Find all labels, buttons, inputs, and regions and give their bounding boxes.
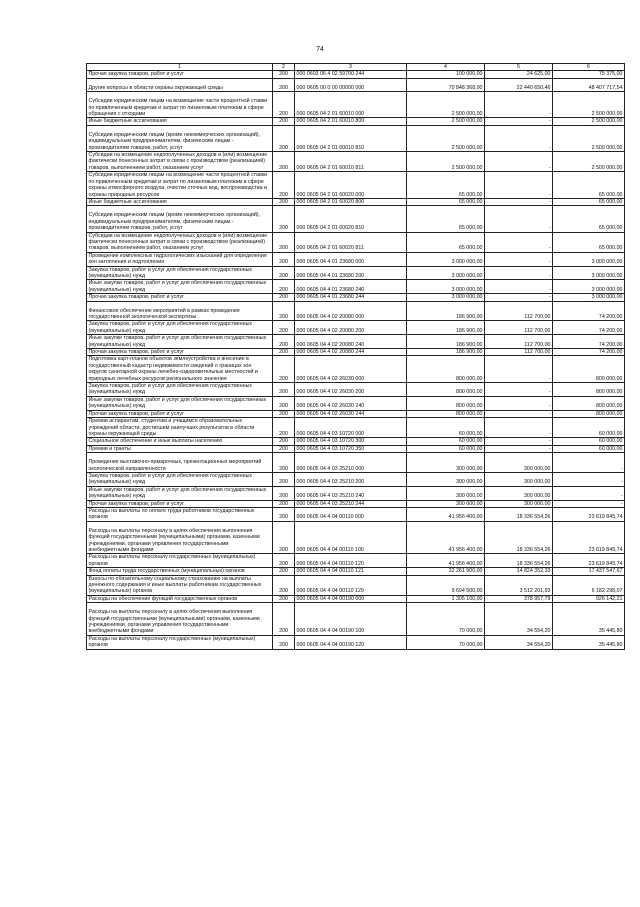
row-executed-amount: -: [485, 266, 553, 280]
row-remaining-amount: 926 142,21: [553, 595, 625, 602]
row-name: Другие вопросы в области охраны окружающей среды: [87, 78, 273, 91]
row-remaining-amount: -: [553, 486, 625, 500]
row-name: Субсидии на возмещение недополученных доходов и (или) возмещение фактически понесенных затрат в связи с производством (реализацией) товаров, выполнением работ, оказанием услуг: [87, 232, 273, 252]
row-approved-amount: 800 000,00: [407, 383, 485, 397]
row-approved-amount: 2 500 000,00: [407, 125, 485, 151]
row-executed-amount: 22 440 650,46: [485, 78, 553, 91]
row-name: Иные закупки товаров, работ и услуг для обеспечения государственных (муниципальных) нужд: [87, 335, 273, 349]
row-line-code: 200: [273, 252, 295, 266]
row-budget-code: 000 0605 04 4 03 25210 240: [295, 486, 407, 500]
row-remaining-amount: -: [553, 472, 625, 486]
table-row: [87, 172, 625, 199]
row-budget-code: 000 0605 04 4 02 20080 240: [295, 335, 407, 349]
row-remaining-amount: 800 000,00: [553, 396, 625, 410]
row-name: Расходы на выплаты по оплате труда работников государственных органов: [87, 507, 273, 521]
row-line-code: 200: [273, 521, 295, 554]
row-budget-code: 000 0603 06 4 02 59700 244: [295, 71, 407, 78]
row-budget-code: 000 0605 04 4 04 00190 100: [295, 603, 407, 636]
row-line-code: 200: [273, 172, 295, 199]
row-name: Прочая закупка товаров, работ и услуг: [87, 410, 273, 417]
row-executed-amount: -: [485, 383, 553, 397]
header-col-4: 4: [407, 64, 485, 71]
row-approved-amount: 1 305 100,00: [407, 595, 485, 602]
table-row: [87, 92, 625, 118]
row-line-code: 200: [273, 198, 295, 205]
row-executed-amount: 112 700,00: [485, 301, 553, 321]
row-remaining-amount: 23 619 845,74: [553, 507, 625, 521]
row-line-code: 200: [273, 301, 295, 321]
row-remaining-amount: 35 445,80: [553, 603, 625, 636]
row-name: Премии и гранты: [87, 445, 273, 452]
row-name: Проведение комплексных гидрологических изысканий для определения зон затопления и подтопления: [87, 252, 273, 266]
row-remaining-amount: 74 200,00: [553, 349, 625, 356]
row-executed-amount: -: [485, 410, 553, 417]
row-remaining-amount: 800 000,00: [553, 410, 625, 417]
row-line-code: 200: [273, 125, 295, 151]
table-row: [87, 418, 625, 438]
table-row: [87, 507, 625, 521]
row-approved-amount: 2 500 000,00: [407, 92, 485, 118]
row-approved-amount: 41 956 400,00: [407, 521, 485, 554]
row-approved-amount: 300 000,00: [407, 472, 485, 486]
row-line-code: 200: [273, 92, 295, 118]
table-row: [87, 383, 625, 397]
row-approved-amount: 60 000,00: [407, 418, 485, 438]
row-executed-amount: 3 512 201,93: [485, 575, 553, 595]
row-executed-amount: -: [485, 356, 553, 383]
row-budget-code: 000 0605 04 4 02 20080 000: [295, 301, 407, 321]
row-budget-code: 000 0605 04 4 04 00190 120: [295, 635, 407, 649]
row-remaining-amount: 74 200,00: [553, 301, 625, 321]
row-executed-amount: -: [485, 252, 553, 266]
table-row: [87, 252, 625, 266]
row-remaining-amount: 23 619 845,74: [553, 521, 625, 554]
row-executed-amount: 300 000,00: [485, 472, 553, 486]
table-row: [87, 521, 625, 554]
row-budget-code: 000 0605 04 2 01 60010 811: [295, 152, 407, 172]
row-name: Расходы на выплаты персоналу в целях обеспечения выполнения функций государственными (муниципальными) органами, казенными учреждениями, органами управления государственными внебюджетными фондами: [87, 521, 273, 554]
row-line-code: 200: [273, 78, 295, 91]
table-row: [87, 301, 625, 321]
row-name: Иные закупки товаров, работ и услуг для обеспечения государственных (муниципальных) нужд: [87, 280, 273, 294]
header-col-3: 3: [295, 64, 407, 71]
table-row: [87, 152, 625, 172]
row-executed-amount: -: [485, 198, 553, 205]
row-name: Финансовое обеспечение мероприятий в рамках проведения государственной экологической экспертизы: [87, 301, 273, 321]
row-name: Расходы на выплаты персоналу государственных (муниципальных) органов: [87, 554, 273, 568]
row-executed-amount: -: [485, 438, 553, 445]
row-budget-code: 000 0605 04 4 03 25210 000: [295, 453, 407, 473]
row-budget-code: 000 0605 04 4 02 20080 200: [295, 321, 407, 335]
row-remaining-amount: 6 182 298,07: [553, 575, 625, 595]
row-name: Фонд оплаты труда государственных (муниципальных) органов: [87, 568, 273, 575]
row-remaining-amount: 3 000 000,00: [553, 294, 625, 301]
row-line-code: 200: [273, 445, 295, 452]
row-approved-amount: 800 000,00: [407, 410, 485, 417]
row-remaining-amount: 800 000,00: [553, 383, 625, 397]
row-approved-amount: 65 000,00: [407, 206, 485, 232]
row-approved-amount: 186 900,00: [407, 349, 485, 356]
row-budget-code: 000 0605 04 2 01 60010 000: [295, 92, 407, 118]
row-line-code: 200: [273, 266, 295, 280]
row-budget-code: 000 0605 04 4 04 00110 120: [295, 554, 407, 568]
row-name: Субсидии юридическим лицам (кроме некоммерческих организаций), индивидуальным предпринимателям, физическим лицам - производителям товаров, работ, услуг: [87, 206, 273, 232]
header-col-6: 6: [553, 64, 625, 71]
row-remaining-amount: 75 375,00: [553, 71, 625, 78]
row-budget-code: 000 0605 04 4 03 25210 200: [295, 472, 407, 486]
row-budget-code: 000 0605 04 4 02 26030 240: [295, 396, 407, 410]
table-row: [87, 206, 625, 232]
row-budget-code: 000 0605 04 4 01 23680 240: [295, 280, 407, 294]
table-row: [87, 554, 625, 568]
row-executed-amount: -: [485, 152, 553, 172]
table-row: [87, 266, 625, 280]
row-executed-amount: -: [485, 294, 553, 301]
row-name: Прочая закупка товаров, работ и услуг: [87, 349, 273, 356]
row-line-code: 200: [273, 438, 295, 445]
row-line-code: 200: [273, 500, 295, 507]
row-name: Премии аспирантам, студентам и учащимся образовательных учреждений области, достигшим наилучших результатов в области охраны окружающей среды: [87, 418, 273, 438]
row-name: Прочая закупка товаров, работ и услуг: [87, 500, 273, 507]
row-approved-amount: 186 900,00: [407, 321, 485, 335]
row-remaining-amount: 65 000,00: [553, 232, 625, 252]
table-body: [87, 71, 625, 649]
header-col-1: 1: [87, 64, 273, 71]
row-remaining-amount: 2 500 000,00: [553, 118, 625, 125]
header-col-5: 5: [485, 64, 553, 71]
row-name: Закупка товаров, работ и услуг для обеспечения государственных (муниципальных) нужд: [87, 321, 273, 335]
row-approved-amount: 32 261 900,00: [407, 568, 485, 575]
row-approved-amount: 41 956 400,00: [407, 507, 485, 521]
row-remaining-amount: 60 000,00: [553, 445, 625, 452]
row-budget-code: 000 0605 04 2 01 60020 810: [295, 206, 407, 232]
row-budget-code: 000 0605 04 2 01 60020 000: [295, 172, 407, 199]
header-row: [87, 64, 625, 71]
row-approved-amount: 3 000 000,00: [407, 252, 485, 266]
row-line-code: 200: [273, 635, 295, 649]
row-executed-amount: -: [485, 418, 553, 438]
row-approved-amount: 65 000,00: [407, 172, 485, 199]
row-approved-amount: 65 000,00: [407, 198, 485, 205]
table-row: [87, 356, 625, 383]
table-row: [87, 568, 625, 575]
row-name: Прочая закупка товаров, работ и услуг: [87, 294, 273, 301]
row-line-code: 200: [273, 294, 295, 301]
row-line-code: 200: [273, 568, 295, 575]
row-name: Расходы на обеспечение функций государственных органов: [87, 595, 273, 602]
table-row: [87, 232, 625, 252]
row-budget-code: 000 0605 04 4 02 26030 000: [295, 356, 407, 383]
row-approved-amount: 70 000,00: [407, 635, 485, 649]
table-row: [87, 335, 625, 349]
row-name: Субсидии юридическим лицам на возмещение части процентной ставки по привлеченным кредитам и затрат по лизинговым платежам в сфере охраны атмосферного воздуха, очистки сточных вод, воспроизводства и охраны природных ресурсов: [87, 172, 273, 199]
row-executed-amount: -: [485, 118, 553, 125]
row-approved-amount: 60 000,00: [407, 445, 485, 452]
row-budget-code: 000 0605 04 4 01 23680 000: [295, 252, 407, 266]
row-line-code: 200: [273, 335, 295, 349]
row-approved-amount: 9 694 500,00: [407, 575, 485, 595]
row-name: Иные закупки товаров, работ и услуг для обеспечения государственных (муниципальных) нужд: [87, 486, 273, 500]
row-remaining-amount: 60 000,00: [553, 418, 625, 438]
table-row: [87, 125, 625, 151]
row-executed-amount: -: [485, 232, 553, 252]
table-row: [87, 198, 625, 205]
row-remaining-amount: 2 500 000,00: [553, 92, 625, 118]
row-budget-code: 000 0605 04 4 02 26030 244: [295, 410, 407, 417]
row-line-code: 200: [273, 71, 295, 78]
row-remaining-amount: 800 000,00: [553, 356, 625, 383]
row-executed-amount: 300 000,00: [485, 500, 553, 507]
row-line-code: 200: [273, 453, 295, 473]
row-name: Расходы на выплаты персоналу государственных (муниципальных) органов: [87, 635, 273, 649]
row-budget-code: 000 0605 04 4 04 00110 121: [295, 568, 407, 575]
table-row: [87, 321, 625, 335]
row-name: Прочая закупка товаров, работ и услуг: [87, 71, 273, 78]
row-remaining-amount: 74 200,00: [553, 321, 625, 335]
row-line-code: 200: [273, 575, 295, 595]
row-name: Субсидии на возмещение недополученных доходов и (или) возмещение фактически понесенных затрат в связи с производством (реализацией) товаров, выполнением работ, оказанием услуг: [87, 152, 273, 172]
row-budget-code: 000 0605 04 2 01 60010 800: [295, 118, 407, 125]
row-name: Иные бюджетные ассигнования: [87, 198, 273, 205]
row-budget-code: 000 0605 04 4 04 00110 100: [295, 521, 407, 554]
row-executed-amount: 34 554,20: [485, 635, 553, 649]
row-budget-code: 000 0605 04 4 02 20080 244: [295, 349, 407, 356]
row-executed-amount: 14 824 352,33: [485, 568, 553, 575]
row-name: Субсидии юридическим лицам (кроме некоммерческих организаций), индивидуальным предпринимателям, физическим лицам - производителям товаров, работ, услуг: [87, 125, 273, 151]
row-budget-code: 000 0605 04 4 04 00110 129: [295, 575, 407, 595]
row-remaining-amount: 3 000 000,00: [553, 280, 625, 294]
row-executed-amount: 34 554,20: [485, 603, 553, 636]
row-executed-amount: 112 700,00: [485, 321, 553, 335]
row-remaining-amount: 23 619 845,74: [553, 554, 625, 568]
row-line-code: 200: [273, 396, 295, 410]
row-executed-amount: -: [485, 396, 553, 410]
table-header: [87, 64, 625, 71]
row-approved-amount: 300 000,00: [407, 500, 485, 507]
table-row: [87, 575, 625, 595]
table-row: [87, 118, 625, 125]
row-name: Закупка товаров, работ и услуг для обеспечения государственных (муниципальных) нужд: [87, 472, 273, 486]
row-remaining-amount: 35 445,80: [553, 635, 625, 649]
row-line-code: 200: [273, 383, 295, 397]
row-budget-code: 000 0605 04 4 01 23680 200: [295, 266, 407, 280]
row-line-code: 200: [273, 595, 295, 602]
row-approved-amount: 65 000,00: [407, 232, 485, 252]
row-executed-amount: -: [485, 206, 553, 232]
row-remaining-amount: 3 000 000,00: [553, 266, 625, 280]
row-approved-amount: 186 900,00: [407, 335, 485, 349]
row-line-code: 200: [273, 486, 295, 500]
row-approved-amount: 800 000,00: [407, 356, 485, 383]
row-remaining-amount: 65 000,00: [553, 172, 625, 199]
row-executed-amount: 112 700,00: [485, 349, 553, 356]
table-row: [87, 635, 625, 649]
row-approved-amount: 60 000,00: [407, 438, 485, 445]
row-remaining-amount: 2 500 000,00: [553, 152, 625, 172]
row-budget-code: 000 0605 04 4 01 23680 244: [295, 294, 407, 301]
table-row: [87, 603, 625, 636]
row-budget-code: 000 0605 04 4 02 26030 200: [295, 383, 407, 397]
table-row: [87, 294, 625, 301]
row-remaining-amount: 60 000,00: [553, 438, 625, 445]
table-row: [87, 472, 625, 486]
row-executed-amount: 378 957,79: [485, 595, 553, 602]
row-approved-amount: 100 000,00: [407, 71, 485, 78]
row-budget-code: 000 0605 04 4 04 00110 000: [295, 507, 407, 521]
row-budget-code: 000 0605 04 2 01 60020 800: [295, 198, 407, 205]
table-row: [87, 349, 625, 356]
row-remaining-amount: 3 000 000,00: [553, 252, 625, 266]
budget-table: [86, 63, 625, 650]
row-name: Субсидии юридическим лицам на возмещение части процентной ставки по привлеченным кредитам и затрат по лизинговым платежам в сфере обращения с отходами: [87, 92, 273, 118]
row-approved-amount: 300 000,00: [407, 453, 485, 473]
row-budget-code: 000 0605 04 4 04 00190 000: [295, 595, 407, 602]
row-name: Иные бюджетные ассигнования: [87, 118, 273, 125]
row-executed-amount: 18 336 554,26: [485, 554, 553, 568]
row-line-code: 200: [273, 349, 295, 356]
row-executed-amount: 300 000,00: [485, 486, 553, 500]
row-approved-amount: 3 000 000,00: [407, 280, 485, 294]
table-row: [87, 486, 625, 500]
row-line-code: 200: [273, 321, 295, 335]
table-row: [87, 500, 625, 507]
page-number: 74: [316, 46, 324, 53]
row-executed-amount: 18 336 554,26: [485, 507, 553, 521]
row-approved-amount: 3 000 000,00: [407, 266, 485, 280]
row-budget-code: 000 0605 04 4 03 10720 350: [295, 445, 407, 452]
row-line-code: 200: [273, 418, 295, 438]
row-executed-amount: -: [485, 280, 553, 294]
table-row: [87, 445, 625, 452]
row-line-code: 200: [273, 507, 295, 521]
row-executed-amount: 300 000,00: [485, 453, 553, 473]
table-row: [87, 396, 625, 410]
row-remaining-amount: 74 200,00: [553, 335, 625, 349]
row-approved-amount: 70 000,00: [407, 603, 485, 636]
row-executed-amount: -: [485, 92, 553, 118]
row-name: Проведение выставочно-ярмарочных, презентационных мероприятий экологической направленности: [87, 453, 273, 473]
table-row: [87, 71, 625, 78]
row-approved-amount: 2 500 000,00: [407, 118, 485, 125]
table-row: [87, 78, 625, 91]
row-approved-amount: 3 000 000,00: [407, 294, 485, 301]
row-approved-amount: 186 900,00: [407, 301, 485, 321]
row-executed-amount: 24 625,00: [485, 71, 553, 78]
row-approved-amount: 2 500 000,00: [407, 152, 485, 172]
row-remaining-amount: 48 407 717,54: [553, 78, 625, 91]
row-budget-code: 000 0605 00 0 00 00000 000: [295, 78, 407, 91]
table-row: [87, 280, 625, 294]
row-line-code: 200: [273, 152, 295, 172]
row-line-code: 200: [273, 356, 295, 383]
table-row: [87, 453, 625, 473]
row-line-code: 200: [273, 118, 295, 125]
row-name: Закупка товаров, работ и услуг для обеспечения государственных (муниципальных) нужд: [87, 383, 273, 397]
row-executed-amount: -: [485, 172, 553, 199]
row-line-code: 200: [273, 472, 295, 486]
row-name: Социальное обеспечение и иные выплаты населению: [87, 438, 273, 445]
row-executed-amount: 18 336 554,26: [485, 521, 553, 554]
table-row: [87, 410, 625, 417]
row-line-code: 200: [273, 280, 295, 294]
table-row: [87, 595, 625, 602]
row-approved-amount: 70 848 368,00: [407, 78, 485, 91]
row-budget-code: 000 0605 04 2 01 60010 810: [295, 125, 407, 151]
row-remaining-amount: 17 437 547,67: [553, 568, 625, 575]
row-approved-amount: 300 000,00: [407, 486, 485, 500]
row-remaining-amount: -: [553, 500, 625, 507]
row-name: Закупка товаров, работ и услуг для обеспечения государственных (муниципальных) нужд: [87, 266, 273, 280]
row-approved-amount: 800 000,00: [407, 396, 485, 410]
row-budget-code: 000 0605 04 2 01 60020 811: [295, 232, 407, 252]
row-remaining-amount: 65 000,00: [553, 198, 625, 205]
row-line-code: 200: [273, 410, 295, 417]
row-budget-code: 000 0605 04 4 03 10720 000: [295, 418, 407, 438]
row-line-code: 200: [273, 206, 295, 232]
row-executed-amount: -: [485, 445, 553, 452]
row-remaining-amount: -: [553, 453, 625, 473]
row-approved-amount: 41 956 400,00: [407, 554, 485, 568]
row-line-code: 200: [273, 603, 295, 636]
row-budget-code: 000 0605 04 4 03 25210 244: [295, 500, 407, 507]
row-name: Расходы на выплаты персоналу в целях обеспечения выполнения функций государственными (муниципальными) органами, казенными учреждениями, органами управления государственными внебюджетными фондами: [87, 603, 273, 636]
table-row: [87, 438, 625, 445]
row-name: Иные закупки товаров, работ и услуг для обеспечения государственных (муниципальных) нужд: [87, 396, 273, 410]
row-remaining-amount: 65 000,00: [553, 206, 625, 232]
row-line-code: 200: [273, 232, 295, 252]
row-budget-code: 000 0605 04 4 03 10720 300: [295, 438, 407, 445]
row-line-code: 200: [273, 554, 295, 568]
row-name: Взносы по обязательному социальному страхованию на выплаты денежного содержания и иные выплаты работникам государственных (муниципальных) органов: [87, 575, 273, 595]
row-name: Подготовка карт-планов объектов землеустройства и внесение в государственный кадастр недвижимости сведений о границах зон округов санитарной охраны лечебно-оздоровительных местностей и природных лечебных ресурсов регионального значения: [87, 356, 273, 383]
header-col-2: 2: [273, 64, 295, 71]
row-executed-amount: -: [485, 125, 553, 151]
row-remaining-amount: 2 500 000,00: [553, 125, 625, 151]
row-executed-amount: 112 700,00: [485, 335, 553, 349]
